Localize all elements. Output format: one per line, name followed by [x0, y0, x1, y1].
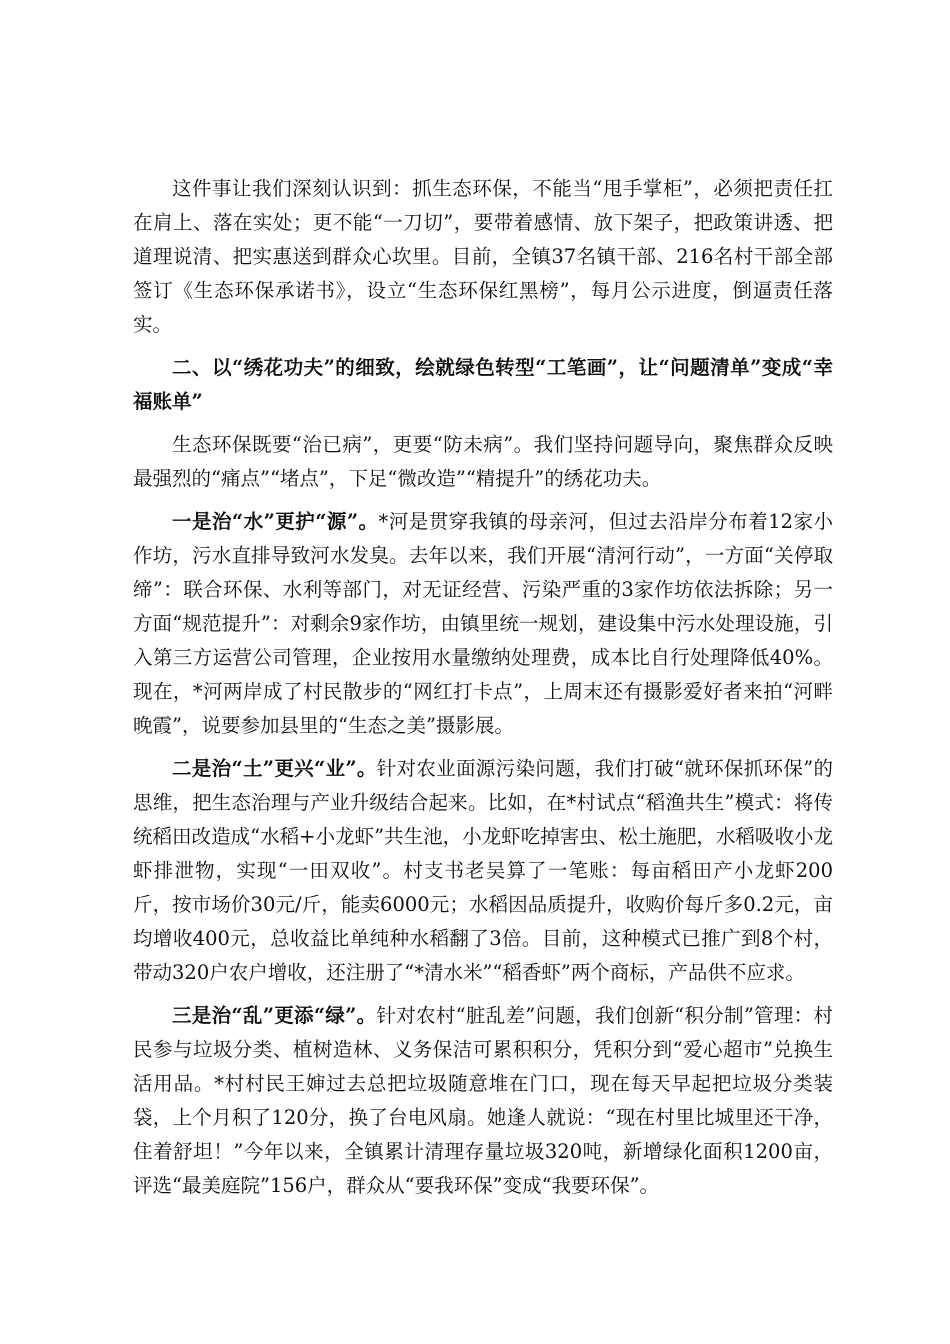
- paragraph-mess-lead: 三是治“乱”更添“绿”。: [172, 1004, 377, 1027]
- paragraph-water-lead: 一是治“水”更护“源”。: [172, 510, 379, 533]
- section-heading-2: 二、以“绣花功夫”的细致，绘就绿色转型“工笔画”，让“问题清单”变成“幸福账单”: [133, 356, 833, 413]
- paragraph-responsibility: 这件事让我们深刻认识到：抓生态环保，不能当“甩手掌柜”，必须把责任扛在肩上、落在实处；更不能“一刀切”，要带着感情、放下架子，把政策讲透、把道理说清、把实惠送到群众心坎里。目前，全镇37名镇干部、216名村干部全部签订《生态环保承诺书》，设立“生态环保红黑榜”，每月公示进度，倒逼责任落实。: [133, 177, 833, 336]
- paragraph-soil-body: 针对农业面源污染问题，我们打破“就环保抓环保”的思维，把生态治理与产业升级结合起来。比如，在*村试点“稻渔共生”模式：将传统稻田改造成“水稻+小龙虾”共生池，小龙虾吃掉害虫、松土施肥，水稻吸收小龙虾排泄物，实现“一田双收”。村支书老吴算了一笔账：每亩稻田产小龙虾200斤，按市场价30元/斤，能卖6000元；水稻因品质提升，收购价每斤多0.2元，亩均增收400元，总收益比单纯种水稻翻了3倍。目前，这种模式已推广到8个村，带动320户农户增收，还注册了“*清水米”“稻香虾”两个商标，产品供不应求。: [133, 757, 833, 984]
- paragraph-mess-body: 针对农村“脏乱差”问题，我们创新“积分制”管理：村民参与垃圾分类、植树造林、义务保洁可累积积分，凭积分到“爱心超市”兑换生活用品。*村村民王婶过去总把垃圾随意堆在门口，现在每天早起把垃圾分类装袋，上个月积了120分，换了台电风扇。她逢人就说：“现在村里比城里还干净，住着舒坦！”今年以来，全镇累计清理存量垃圾320吨，新增绿化面积1200亩，评选“最美庭院”156户，群众从“要我环保”变成“我要环保”。: [133, 1004, 833, 1197]
- paragraph-soil: [133, 752, 833, 990]
- paragraph-water: [133, 505, 833, 743]
- paragraph-problem-oriented: 生态环保既要“治已病”，更要“防未病”。我们坚持问题导向，聚焦群众反映最强烈的“痛点”“堵点”，下足“微改造”“精提升”的绣花功夫。: [133, 433, 833, 490]
- document-body: [133, 172, 833, 1212]
- paragraph-soil-lead: 二是治“土”更兴“业”。: [172, 757, 377, 780]
- paragraph-water-body: *河是贯穿我镇的母亲河，但过去沿岸分布着12家小作坊，污水直排导致河水发臭。去年以来，我们开展“清河行动”，一方面“关停取缔”：联合环保、水利等部门，对无证经营、污染严重的3家作坊依法拆除；另一方面“规范提升”：对剩余9家作坊，由镇里统一规划，建设集中污水处理设施，引入第三方运营公司管理，企业按用水量缴纳处理费，成本比自行处理降低40%。现在，*河两岸成了村民散步的“网红打卡点”，上周末还有摄影爱好者来拍“河畔晚霞”，说要参加县里的“生态之美”摄影展。: [133, 510, 833, 737]
- paragraph-mess: [133, 999, 833, 1203]
